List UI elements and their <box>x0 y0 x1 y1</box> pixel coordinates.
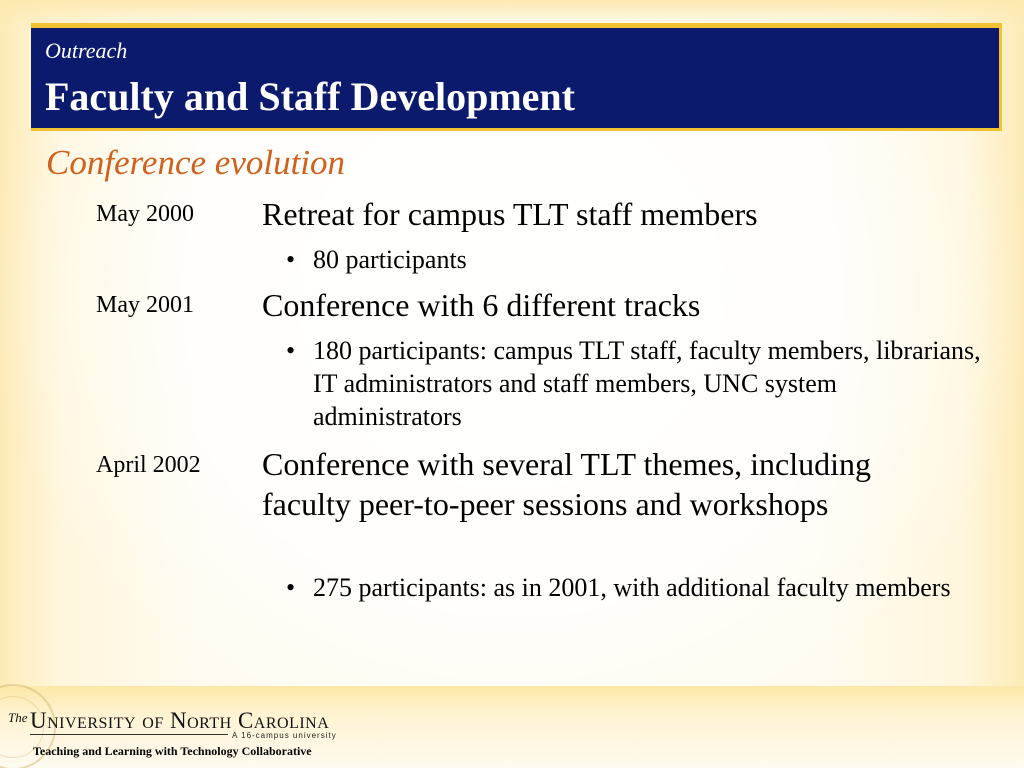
entry-text: Conference with 6 different tracks <box>262 287 701 323</box>
bullet-dot-icon: • <box>286 245 296 274</box>
logo-the: The <box>8 710 28 725</box>
bullet-text: 275 participants: as in 2001, with additional faculty members <box>313 573 951 602</box>
entry-text: Conference with several TLT themes, including faculty peer-to-peer sessions and workshops <box>262 446 872 522</box>
section-kicker: Outreach <box>45 38 128 63</box>
title-banner <box>31 23 1002 131</box>
bullet-text: 80 participants <box>313 245 467 274</box>
logo-rule <box>30 734 228 735</box>
bullet-text: 180 participants: campus TLT staff, faculty members, librarians, IT administrators and staff members, UNC system administrators <box>313 336 981 431</box>
footer-caption: Teaching and Learning with Technology Collaborative <box>33 744 312 758</box>
slide-title: Faculty and Staff Development <box>45 74 575 119</box>
entry-date: April 2002 <box>96 452 201 478</box>
bullet-dot-icon: • <box>286 573 296 602</box>
slide-subtitle: Conference evolution <box>46 143 346 182</box>
bullet-dot-icon: • <box>286 336 296 365</box>
entry-text: Retreat for campus TLT staff members <box>262 196 758 232</box>
bullet-item <box>286 243 986 276</box>
entry-date: May 2000 <box>96 201 194 227</box>
university-logo <box>8 708 348 742</box>
entry-date: May 2001 <box>96 292 194 318</box>
bullet-item <box>286 571 986 604</box>
bullet-item <box>286 334 986 433</box>
logo-tagline: A 16-campus university <box>232 731 337 740</box>
logo-name: University of North Carolina <box>30 708 330 733</box>
